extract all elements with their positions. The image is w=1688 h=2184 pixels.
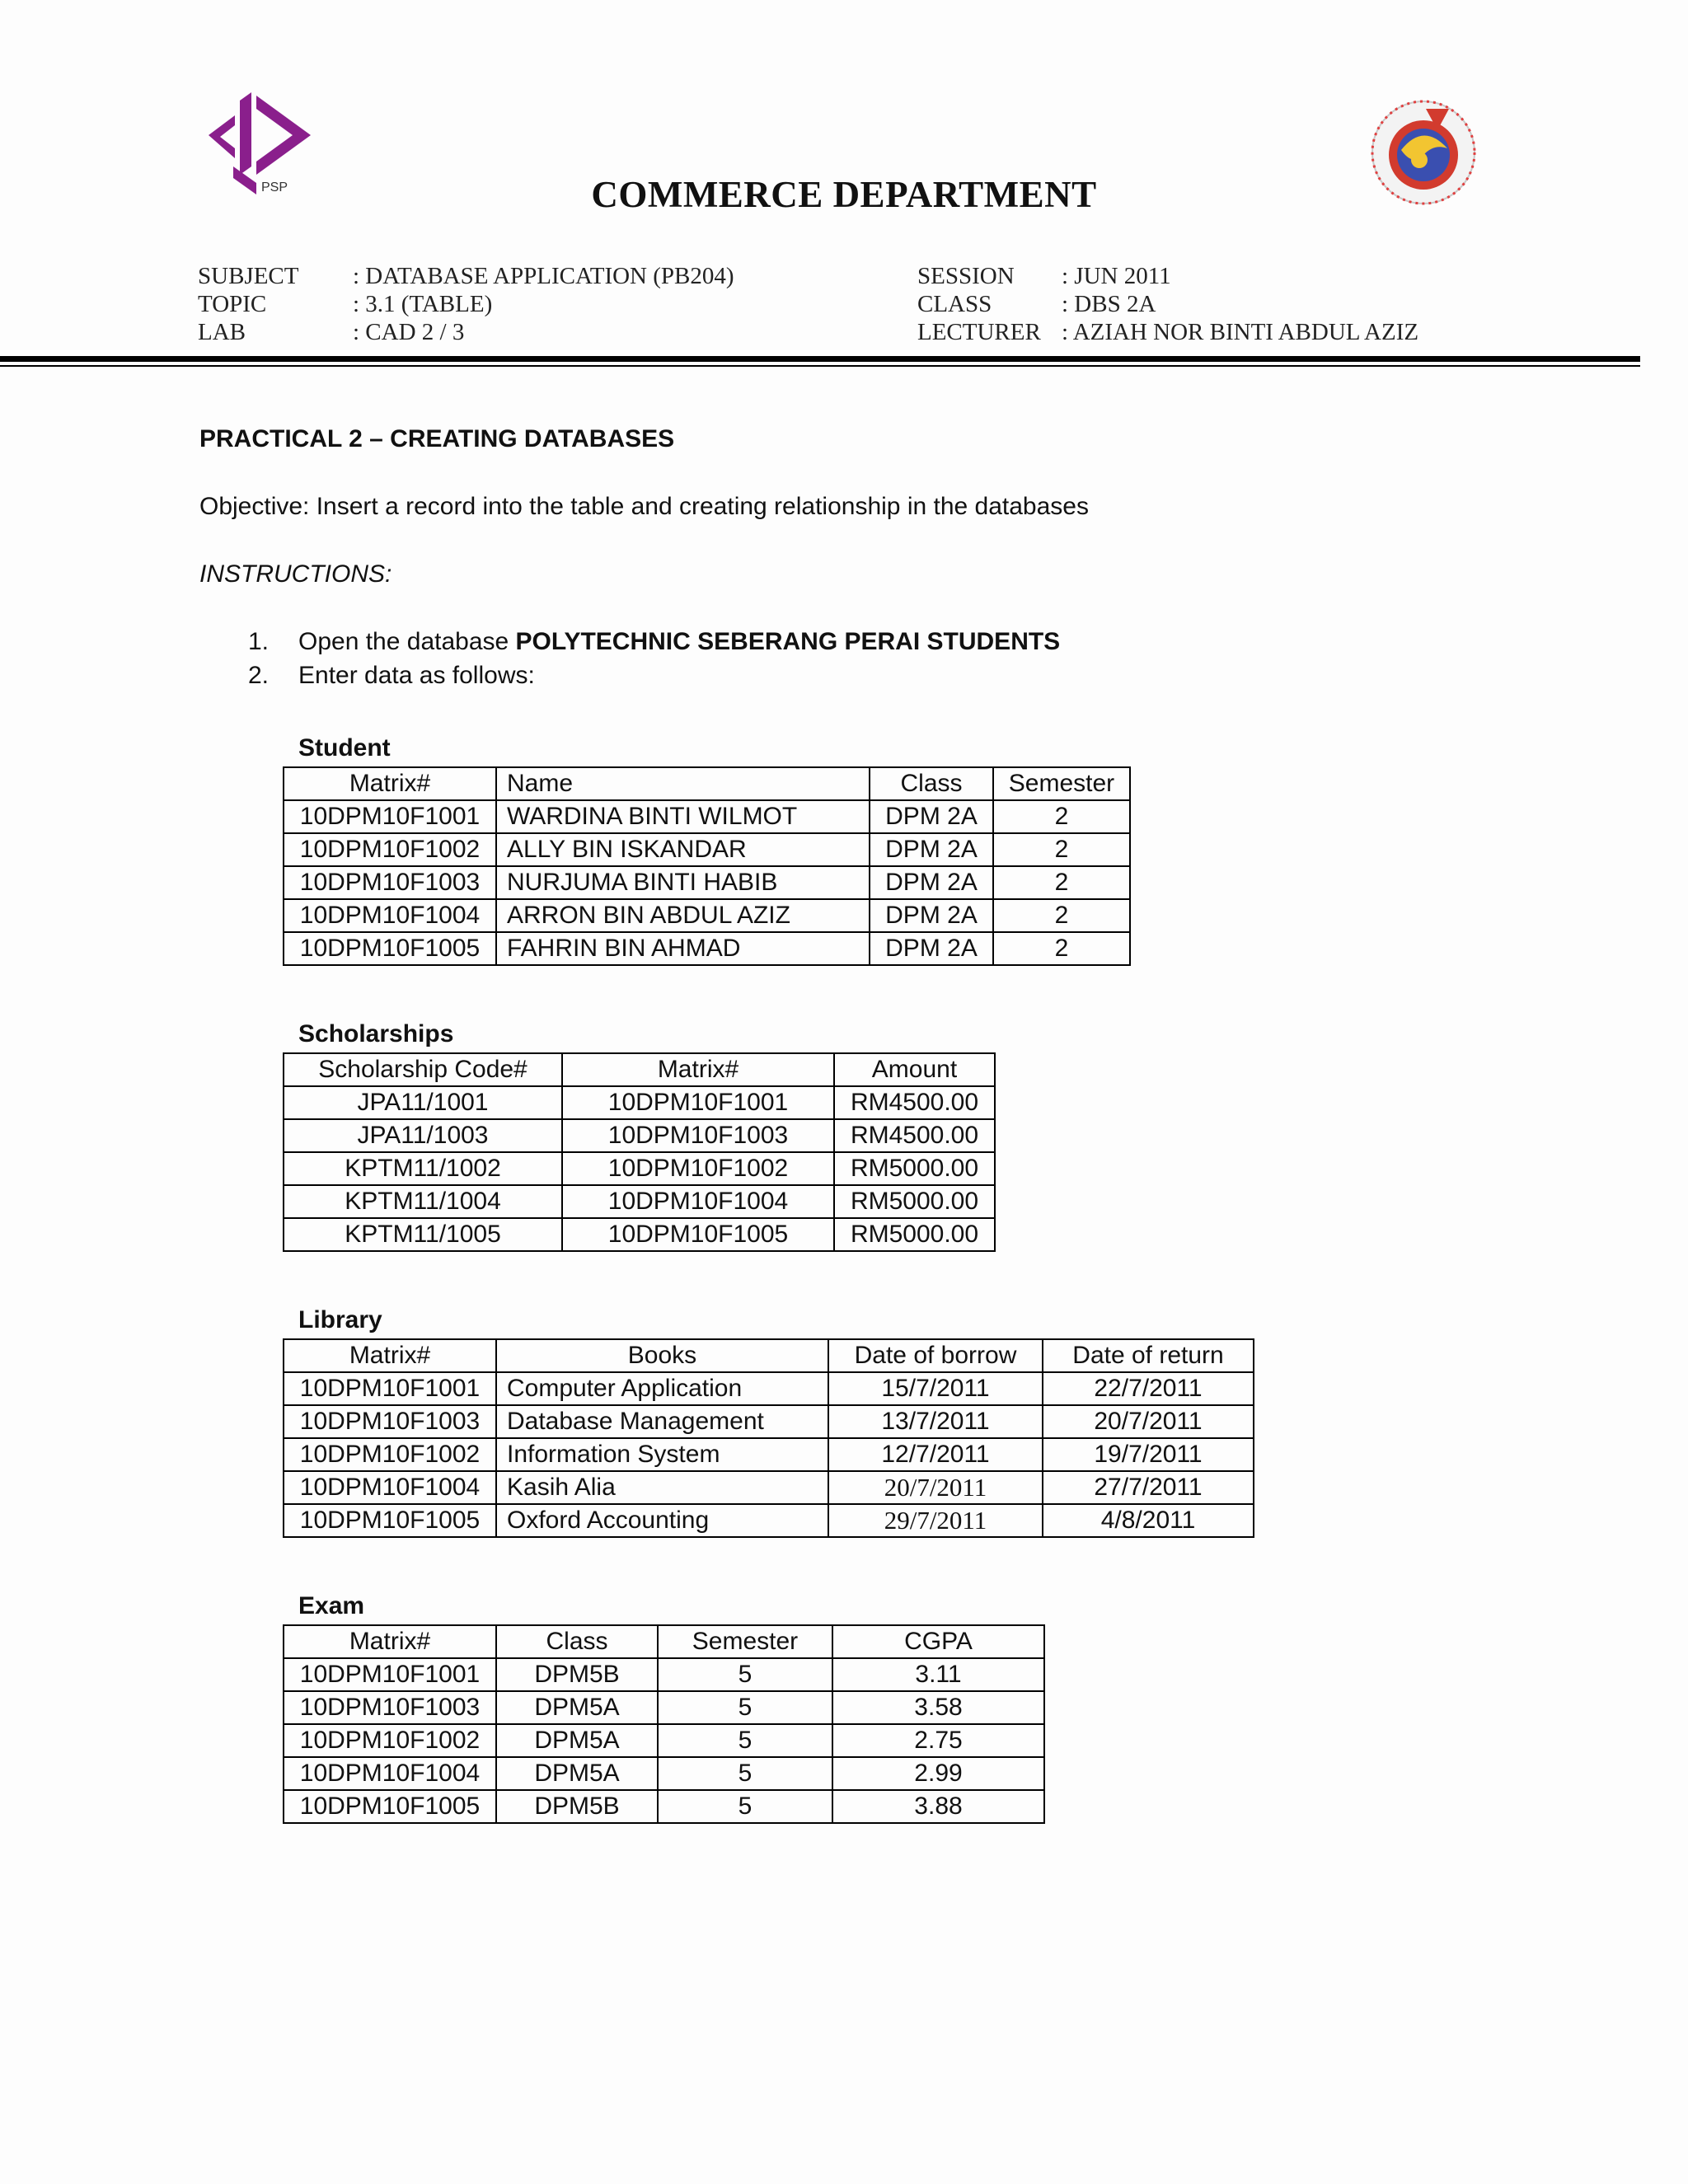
table-cell: 10DPM10F1003 [284, 1691, 496, 1724]
table-cell: 10DPM10F1001 [562, 1086, 834, 1119]
table-cell: KPTM11/1002 [284, 1152, 562, 1185]
table-cell: 2.99 [832, 1757, 1044, 1790]
scholarships-table [283, 1052, 996, 1252]
column-header: Class [496, 1625, 658, 1658]
column-header: Semester [658, 1625, 832, 1658]
table-row [284, 1724, 1044, 1757]
library-table-title: Library [298, 1306, 382, 1333]
table-row [284, 1658, 1044, 1691]
table-cell: 3.11 [832, 1658, 1044, 1691]
column-header: Semester [993, 767, 1130, 800]
table-row [284, 1438, 1254, 1471]
table-cell: 2 [993, 833, 1130, 866]
table-header-row [284, 1625, 1044, 1658]
meta-label: LAB [198, 319, 246, 345]
table-cell: 10DPM10F1005 [562, 1218, 834, 1251]
table-cell: 2 [993, 899, 1130, 932]
table-header-row [284, 1339, 1254, 1372]
table-cell: 22/7/2011 [1043, 1372, 1254, 1405]
column-header: Matrix# [284, 1625, 496, 1658]
practical-title: PRACTICAL 2 – CREATING DATABASES [199, 425, 675, 452]
table-row [284, 932, 1130, 965]
table-row [284, 866, 1130, 899]
table-row [284, 1086, 995, 1119]
table-cell: ARRON BIN ABDUL AZIZ [496, 899, 870, 932]
table-cell: RM5000.00 [834, 1185, 995, 1218]
table-cell: 29/7/2011 [828, 1504, 1043, 1537]
table-cell: 2 [993, 932, 1130, 965]
table-header-row [284, 1053, 995, 1086]
table-header-row [284, 767, 1130, 800]
table-cell: 27/7/2011 [1043, 1471, 1254, 1504]
table-cell: 5 [658, 1691, 832, 1724]
objective-text: Objective: Insert a record into the table and creating relationship in the databases [199, 493, 1089, 520]
table-cell: 10DPM10F1002 [284, 1724, 496, 1757]
exam-table [283, 1624, 1045, 1824]
meta-value: : 3.1 (TABLE) [353, 291, 493, 317]
table-cell: RM5000.00 [834, 1152, 995, 1185]
table-row [284, 1757, 1044, 1790]
instructions-heading: INSTRUCTIONS: [199, 560, 392, 588]
list-item-text: Open the database [298, 628, 516, 655]
table-cell: 10DPM10F1005 [284, 932, 496, 965]
table-cell: 10DPM10F1004 [284, 1757, 496, 1790]
column-header: CGPA [832, 1625, 1044, 1658]
logo-psp-text: PSP [261, 180, 288, 194]
table-cell: 10DPM10F1005 [284, 1504, 496, 1537]
table-cell: 3.88 [832, 1790, 1044, 1823]
library-table [283, 1338, 1254, 1538]
table-row [284, 1405, 1254, 1438]
table-cell: 10DPM10F1004 [284, 1471, 496, 1504]
list-item-number: 1. [247, 628, 269, 655]
table-cell: DPM5A [496, 1757, 658, 1790]
table-cell: 13/7/2011 [828, 1405, 1043, 1438]
table-row [284, 1218, 995, 1251]
table-cell: 10DPM10F1001 [284, 800, 496, 833]
table-cell: 4/8/2011 [1043, 1504, 1254, 1537]
table-cell: 5 [658, 1724, 832, 1757]
table-row [284, 1471, 1254, 1504]
column-header: Books [496, 1339, 828, 1372]
table-cell: DPM 2A [870, 866, 993, 899]
table-cell: DPM5A [496, 1724, 658, 1757]
table-row [284, 1504, 1254, 1537]
table-cell: DPM 2A [870, 932, 993, 965]
table-cell: 15/7/2011 [828, 1372, 1043, 1405]
table-cell: 10DPM10F1004 [284, 899, 496, 932]
department-title: COMMERCE DEPARTMENT [591, 174, 1097, 215]
header-divider-thin [0, 365, 1640, 367]
table-cell: DPM 2A [870, 899, 993, 932]
table-cell: Database Management [496, 1405, 828, 1438]
meta-subject-row [198, 262, 734, 290]
table-row [284, 1119, 995, 1152]
table-cell: 20/7/2011 [828, 1471, 1043, 1504]
scholarships-table-title: Scholarships [298, 1020, 454, 1047]
meta-value: : JUN 2011 [1062, 263, 1171, 289]
student-table [283, 766, 1131, 966]
meta-lab-row [198, 318, 734, 346]
table-row [284, 1372, 1254, 1405]
table-cell: DPM5A [496, 1691, 658, 1724]
meta-value: : DATABASE APPLICATION (PB204) [353, 263, 734, 289]
table-cell: JPA11/1001 [284, 1086, 562, 1119]
table-cell: 10DPM10F1003 [284, 866, 496, 899]
table-cell: 5 [658, 1790, 832, 1823]
column-header: Date of borrow [828, 1339, 1043, 1372]
column-header: Matrix# [284, 1339, 496, 1372]
table-cell: 2.75 [832, 1724, 1044, 1757]
table-row [284, 1790, 1044, 1823]
table-cell: 5 [658, 1658, 832, 1691]
header-divider-thick [0, 356, 1640, 362]
table-row [284, 833, 1130, 866]
table-row [284, 1185, 995, 1218]
meta-value: : AZIAH NOR BINTI ABDUL AZIZ [1062, 319, 1419, 345]
meta-value: : CAD 2 / 3 [353, 319, 465, 345]
table-cell: 20/7/2011 [1043, 1405, 1254, 1438]
table-row [284, 899, 1130, 932]
table-cell: DPM 2A [870, 833, 993, 866]
meta-value: : DBS 2A [1062, 291, 1156, 317]
table-cell: KPTM11/1004 [284, 1185, 562, 1218]
table-cell: 19/7/2011 [1043, 1438, 1254, 1471]
meta-label: CLASS [917, 291, 992, 317]
table-cell: 5 [658, 1757, 832, 1790]
table-cell: 10DPM10F1002 [284, 1438, 496, 1471]
meta-label: SESSION [917, 263, 1015, 289]
column-header: Class [870, 767, 993, 800]
table-cell: Information System [496, 1438, 828, 1471]
table-cell: DPM 2A [870, 800, 993, 833]
meta-label: SUBJECT [198, 263, 299, 289]
document-meta-left [198, 262, 734, 346]
column-header: Name [496, 767, 870, 800]
table-cell: 10DPM10F1002 [562, 1152, 834, 1185]
table-cell: WARDINA BINTI WILMOT [496, 800, 870, 833]
table-cell: RM5000.00 [834, 1218, 995, 1251]
table-cell: 12/7/2011 [828, 1438, 1043, 1471]
list-item-text: Enter data as follows: [298, 662, 535, 689]
table-cell: NURJUMA BINTI HABIB [496, 866, 870, 899]
table-cell: RM4500.00 [834, 1086, 995, 1119]
student-table-title: Student [298, 734, 391, 762]
table-cell: 10DPM10F1005 [284, 1790, 496, 1823]
table-cell: RM4500.00 [834, 1119, 995, 1152]
table-cell: KPTM11/1005 [284, 1218, 562, 1251]
table-cell: DPM5B [496, 1790, 658, 1823]
column-header: Amount [834, 1053, 995, 1086]
meta-lecturer-row [917, 318, 1418, 346]
meta-topic-row [198, 290, 734, 318]
table-row [284, 1152, 995, 1185]
meta-label: LECTURER [917, 319, 1041, 345]
column-header: Matrix# [562, 1053, 834, 1086]
list-item [298, 628, 1060, 656]
table-cell: 2 [993, 800, 1130, 833]
meta-class-row [917, 290, 1418, 318]
list-item-number: 2. [247, 662, 269, 689]
table-cell: 10DPM10F1002 [284, 833, 496, 866]
meta-label: TOPIC [198, 291, 267, 317]
document-meta-right [917, 262, 1418, 346]
table-cell: Kasih Alia [496, 1471, 828, 1504]
table-cell: 3.58 [832, 1691, 1044, 1724]
column-header: Date of return [1043, 1339, 1254, 1372]
table-row [284, 800, 1130, 833]
exam-table-title: Exam [298, 1592, 365, 1619]
table-row [284, 1691, 1044, 1724]
table-cell: 10DPM10F1001 [284, 1372, 496, 1405]
meta-session-row [917, 262, 1418, 290]
table-cell: Oxford Accounting [496, 1504, 828, 1537]
table-cell: ALLY BIN ISKANDAR [496, 833, 870, 866]
table-cell: 10DPM10F1003 [562, 1119, 834, 1152]
table-cell: 2 [993, 866, 1130, 899]
table-cell: 10DPM10F1003 [284, 1405, 496, 1438]
table-cell: FAHRIN BIN AHMAD [496, 932, 870, 965]
table-cell: DPM5B [496, 1658, 658, 1691]
table-cell: Computer Application [496, 1372, 828, 1405]
table-cell: JPA11/1003 [284, 1119, 562, 1152]
table-cell: 10DPM10F1004 [562, 1185, 834, 1218]
table-cell: 10DPM10F1001 [284, 1658, 496, 1691]
column-header: Scholarship Code# [284, 1053, 562, 1086]
database-name: POLYTECHNIC SEBERANG PERAI STUDENTS [515, 628, 1061, 655]
column-header: Matrix# [284, 767, 496, 800]
